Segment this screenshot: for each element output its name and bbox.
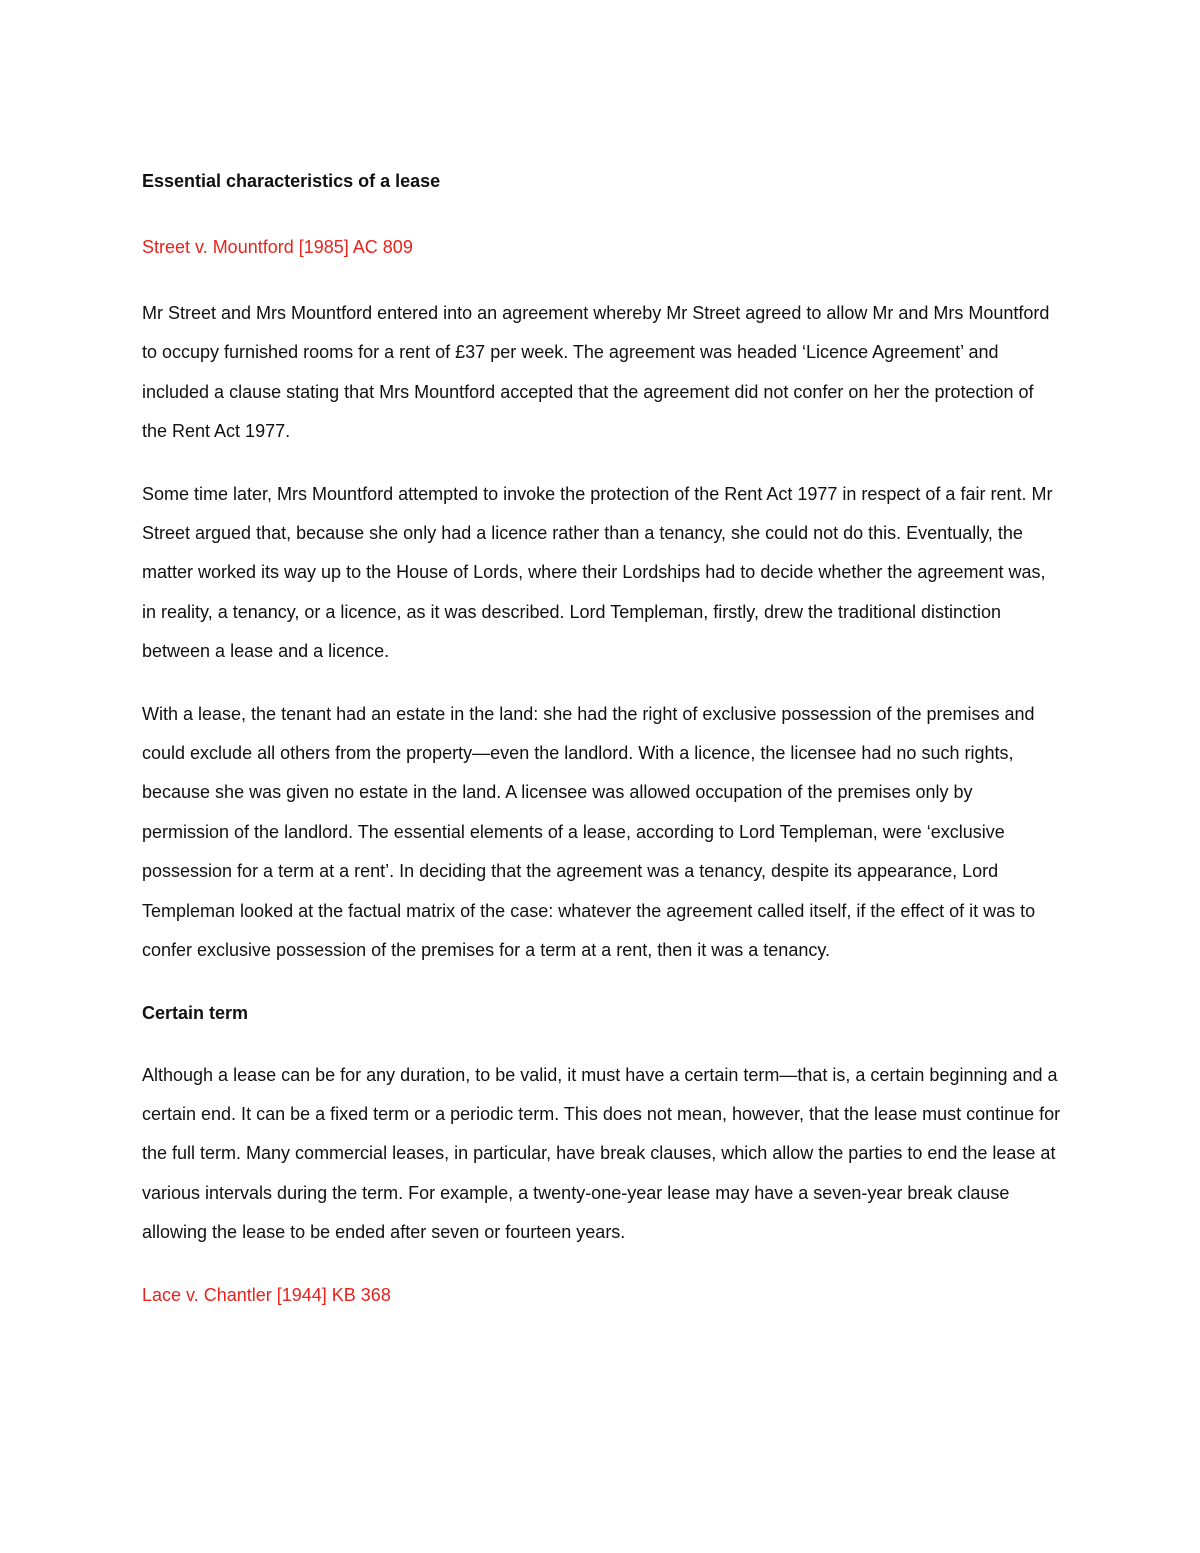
- paragraph-rent-act-dispute: Some time later, Mrs Mountford attempted to invoke the protection of the Rent Act 1977 in respect of a fair rent. Mr Street argued that, because she only had a licence rather than a tenancy, she could not do this. Eventually, the matter worked its way up to the House of Lords, where their Lordships had to decide whether the agreement was, in reality, a tenancy, or a licence, as it was described. Lord Templeman, firstly, drew the traditional distinction between a lease and a licence.: [142, 483, 1053, 662]
- subsection-heading-certain-term: Certain term: [142, 1002, 249, 1023]
- case-reference-lace-v-chantler: Lace v. Chantler [1944] KB 368: [142, 1284, 391, 1305]
- paragraph-lease-vs-licence: With a lease, the tenant had an estate in the land: she had the right of exclusive possession of the premises and could exclude all others from the property—even the landlord. With a licence, the licensee had no such rights, because she was given no estate in the land. A licensee was allowed occupation of the premises only by permission of the landlord. The essential elements of a lease, according to Lord Templeman, were ‘exclusive possession for a term at a rent’. In deciding that the agreement was a tenancy, despite its appearance, Lord Templeman looked at the factual matrix of the case: whatever the agreement called itself, if the effect of it was to confer exclusive possession of the premises for a term at a rent, then it was a tenancy.: [142, 703, 1036, 961]
- section-heading: Essential characteristics of a lease: [142, 171, 441, 191]
- case-reference-street-v-mountford: Street v. Mountford [1985] AC 809: [142, 237, 413, 257]
- paragraph-agreement-facts: Mr Street and Mrs Mountford entered into an agreement whereby Mr Street agreed to allow Mr and Mrs Mountford to occupy furnished rooms for a rent of £37 per week. The agreement was headed ‘Licence Agreement’ and included a clause stating that Mrs Mountford accepted that the agreement did not confer on her the protection of the Rent Act 1977.: [142, 303, 1050, 442]
- document-body: [142, 162, 1062, 1342]
- paragraph-certain-term: Although a lease can be for any duration, to be valid, it must have a certain term—that is, a certain beginning and a certain end. It can be a fixed term or a periodic term. This does not mean, however, that the lease must continue for the full term. Many commercial leases, in particular, have break clauses, which allow the parties to end the lease at various intervals during the term. For example, a twenty-one-year lease may have a seven-year break clause allowing the lease to be ended after seven or fourteen years.: [142, 1064, 1061, 1243]
